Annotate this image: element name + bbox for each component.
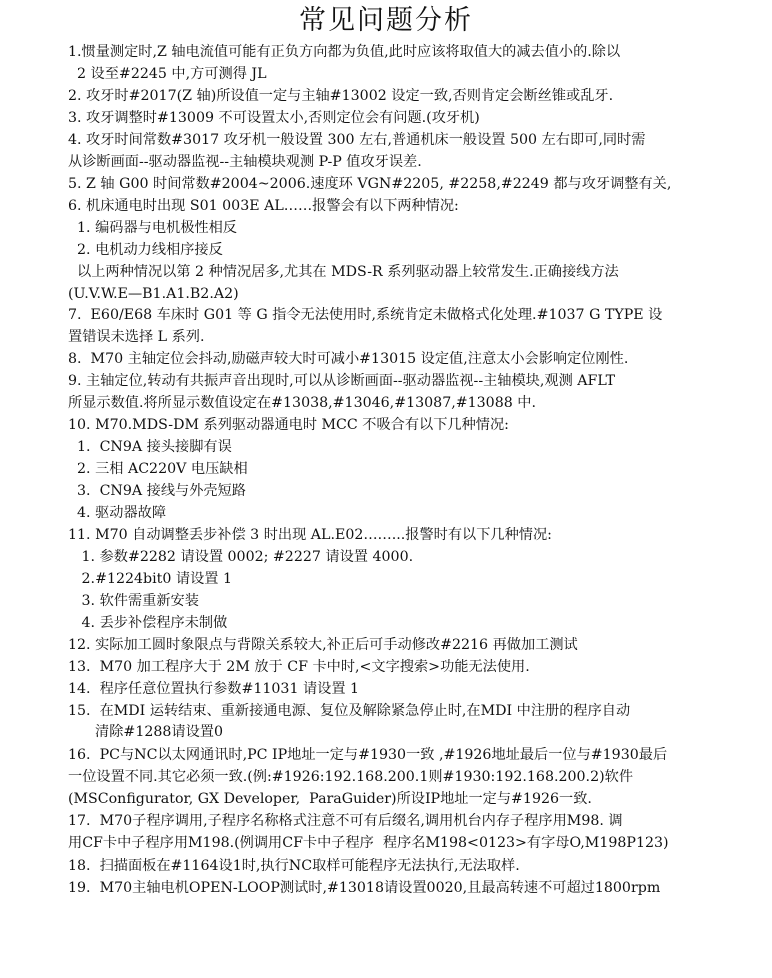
text-line: 3. 软件需重新安装 <box>68 593 199 609</box>
text-line: 8. M70 主轴定位会抖动,励磁声较大时可减小#13015 设定值,注意太小会影响定位刚性. <box>68 351 629 367</box>
text-line: 2. 攻牙时#2017(Z 轴)所设值一定与主轴#13002 设定一致,否则肯定会断丝锥或乱牙. <box>68 88 614 104</box>
text-line: 16. PC与NC以太网通讯时,PC IP地址一定与#1930一致 ,#1926地址最后一位与#1930最后 <box>68 747 668 763</box>
text-line: 19. M70主轴电机OPEN-LOOP测试时,#13018请设置0020,且最高转速不可超过1800rpm <box>68 880 661 896</box>
text-line: 用CF卡中子程序用M198.(例调用CF卡中子程序 程序名M198<0123>有字母O,M198P123) <box>68 835 669 851</box>
text-line: (U.V.W.E—B1.A1.B2.A2) <box>68 286 239 302</box>
text-line: 10. M70.MDS-DM 系列驱动器通电时 MCC 不吸合有以下几种情况: <box>68 417 509 433</box>
page-title: 常见问题分析 <box>299 5 473 36</box>
text-line: 4. 丢步补偿程序未制做 <box>68 615 228 631</box>
text-line: 4. 驱动器故障 <box>68 505 167 521</box>
text-line: 以上两种情况以第 2 种情况居多,尤其在 MDS-R 系列驱动器上较常发生.正确接线方法 <box>68 264 619 280</box>
text-line: 清除#1288请设置0 <box>68 724 224 740</box>
text-line: 12. 实际加工圆时象限点与背隙关系较大,补正后可手动修改#2216 再做加工测试 <box>68 637 578 653</box>
text-line: 6. 机床通电时出现 S01 003E AL……报警会有以下两种情况: <box>68 198 459 214</box>
text-line: 2.#1224bit0 请设置 1 <box>68 571 233 587</box>
text-line: 从诊断画面--驱动器监视--主轴模块观测 P-P 值攻牙误差. <box>68 154 422 170</box>
text-line: 1. CN9A 接头接脚有误 <box>68 439 232 455</box>
text-line: 1.惯量测定时,Z 轴电流值可能有正负方向都为负值,此时应该将取值大的减去值小的.除以 <box>68 44 621 60</box>
text-line: 11. M70 自动调整丢步补偿 3 时出现 AL.E02……...报警时有以下几种情况: <box>68 527 552 543</box>
text-line: 4. 攻牙时间常数#3017 攻牙机一般设置 300 左右,普通机床一般设置 500 左右即可,同时需 <box>68 132 646 148</box>
text-line: 7. E60/E68 车床时 G01 等 G 指令无法使用时,系统肯定未做格式化处理.#1037 G TYPE 设 <box>68 307 663 323</box>
text-line: 17. M70子程序调用,子程序名称格式注意不可有后缀名,调用机台内存子程序用M98. 调 <box>68 813 623 829</box>
text-line: 置错误未选择 L 系列. <box>68 329 205 345</box>
text-line: 1. 编码器与电机极性相反 <box>68 220 237 236</box>
text-line: 2 设至#2245 中,方可测得 JL <box>68 66 267 82</box>
text-line: 所显示数值.将所显示数值设定在#13038,#13046,#13087,#13088 中. <box>68 395 536 411</box>
text-line: 1. 参数#2282 请设置 0002; #2227 请设置 4000. <box>68 549 414 565</box>
text-line: 一位设置不同.其它必须一致.(例:#1926:192.168.200.1则#1930:192.168.200.2)软件 <box>68 769 634 785</box>
text-line: 15. 在MDI 运转结束、重新接通电源、复位及解除紧急停止时,在MDI 中注册的程序自动 <box>68 703 631 719</box>
text-line: 5. Z 轴 G00 时间常数#2004~2006.速度环 VGN#2205, #2258,#2249 都与攻牙调整有关, <box>68 176 672 192</box>
text-line: 3. CN9A 接线与外壳短路 <box>68 483 246 499</box>
text-line: 18. 扫描面板在#1164设1时,执行NC取样可能程序无法执行,无法取样. <box>68 858 520 874</box>
text-line: (MSConfigurator, GX Developer, ParaGuider)所设IP地址一定与#1926一致. <box>68 791 592 807</box>
text-line: 13. M70 加工程序大于 2M 放于 CF 卡中时,<文字搜索>功能无法使用. <box>68 659 530 675</box>
text-line: 2. 电机动力线相序接反 <box>68 242 223 258</box>
text-line: 14. 程序任意位置执行参数#11031 请设置 1 <box>68 681 360 697</box>
text-line: 3. 攻牙调整时#13009 不可设置太小,否则定位会有问题.(攻牙机) <box>68 110 480 126</box>
text-line: 9. 主轴定位,转动有共振声音出现时,可以从诊断画面--驱动器监视--主轴模块,观测 AFLT <box>68 373 616 389</box>
text-line: 2. 三相 AC220V 电压缺相 <box>68 461 248 477</box>
